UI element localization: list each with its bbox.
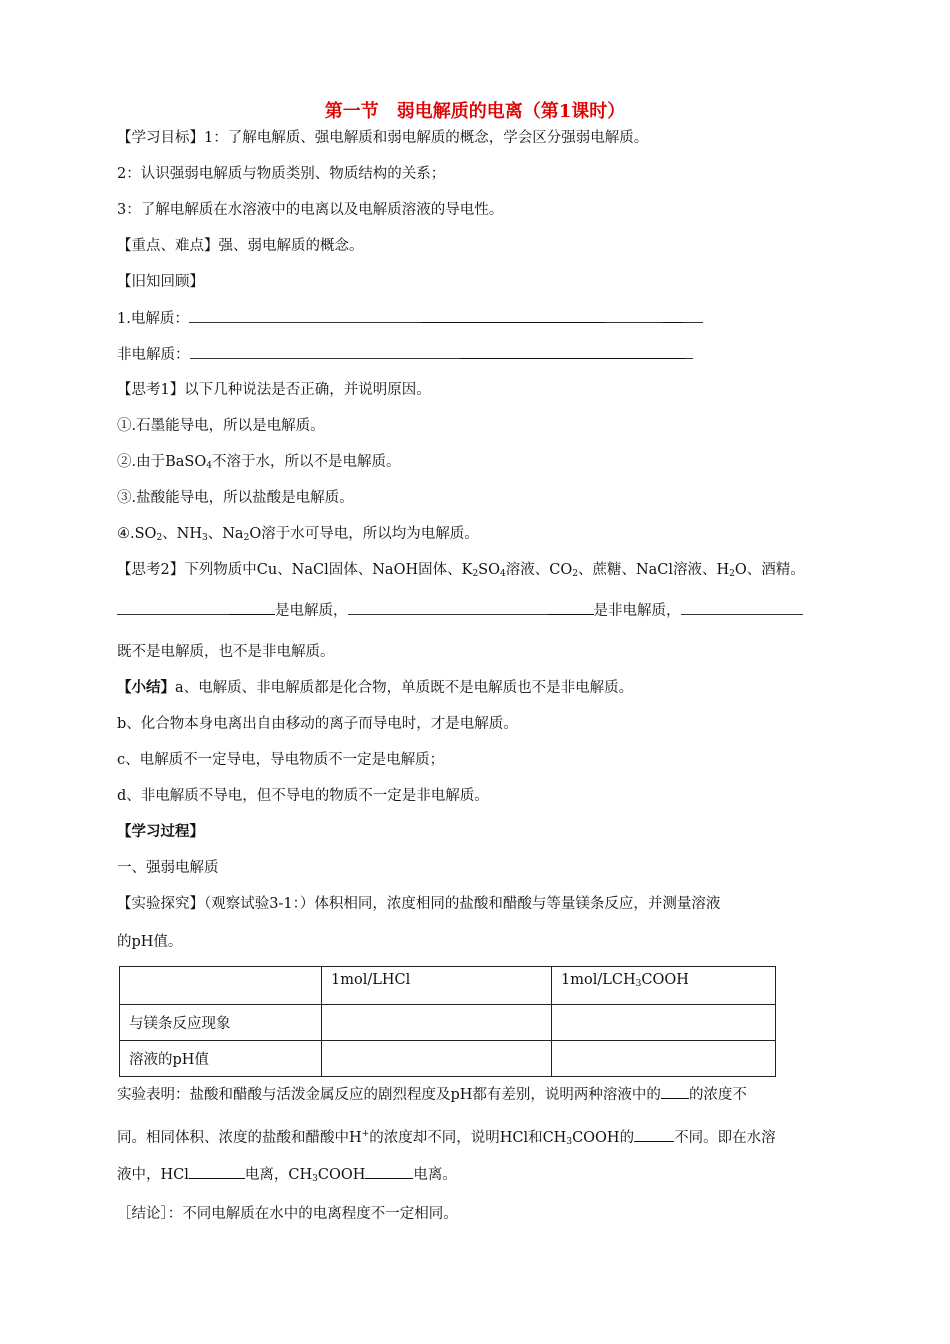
table-cell-input[interactable] bbox=[552, 1041, 776, 1077]
answer-blank[interactable] bbox=[683, 308, 703, 323]
process-heading: 【学习过程】 bbox=[117, 823, 204, 840]
answer-blank[interactable] bbox=[189, 308, 421, 323]
table-cell-input[interactable] bbox=[322, 1041, 552, 1077]
table-cell-input[interactable] bbox=[552, 1005, 776, 1041]
think2-question: 【思考2】下列物质中Cu、NaCl固体、NaOH固体、$K_2SO_4$溶液、$CO_2$、蔗糖、NaCl溶液、$H_2O$、酒精。 bbox=[117, 562, 805, 579]
summary-a: 【小结】a、电解质、非电解质都是化合物，单质既不是电解质也不是非电解质。 bbox=[117, 679, 634, 696]
goal-3: 3：了解电解质在水溶液中的电离以及电解质溶液的导电性。 bbox=[117, 202, 504, 218]
think1-item-3: ③.盐酸能导电，所以盐酸是电解质。 bbox=[117, 490, 354, 506]
think1-question: 【思考1】以下几种说法是否正确，并说明原因。 bbox=[117, 382, 431, 398]
answer-blank[interactable] bbox=[365, 1164, 413, 1179]
result-line-3: 液中，HCl 电离，$CH_3COOH$ 电离。 bbox=[117, 1164, 457, 1189]
experiment-line-2: 的pH值。 bbox=[117, 934, 183, 950]
goal-2: 2：认识强弱电解质与物质类别、物质结构的关系； bbox=[117, 166, 446, 182]
answer-blank[interactable] bbox=[190, 344, 460, 359]
answer-blank[interactable] bbox=[661, 1084, 689, 1099]
review-q2: 非电解质： bbox=[117, 344, 693, 365]
row-label-ph: 溶液的pH值 bbox=[120, 1041, 322, 1077]
summary-b: b、化合物本身电离出自由移动的离子而导电时，才是电解质。 bbox=[117, 716, 518, 732]
answer-blank[interactable] bbox=[681, 600, 803, 615]
experiment-line-1: 【实验探究】（观察试验3-1：）体积相同，浓度相同的盐酸和醋酸与等量镁条反应，并测量溶液 bbox=[117, 896, 721, 912]
table-cell-input[interactable] bbox=[322, 1005, 552, 1041]
summary-c: c、电解质不一定导电，导电物质不一定是电解质； bbox=[117, 752, 445, 768]
answer-blank[interactable] bbox=[229, 600, 275, 615]
think1-item-1: ①.石墨能导电，所以是电解质。 bbox=[117, 418, 325, 434]
result-line-1: 实验表明：盐酸和醋酸与活泼金属反应的剧烈程度及pH都有差别，说明两种溶液中的 的浓度不 bbox=[117, 1084, 747, 1105]
row-label-reaction: 与镁条反应现象 bbox=[120, 1005, 322, 1041]
section-heading: 一、强弱电解质 bbox=[117, 860, 219, 876]
goal-1: 【学习目标】1：了解电解质、强电解质和弱电解质的概念，学会区分强弱电解质。 bbox=[117, 130, 649, 146]
table-cell bbox=[120, 967, 322, 1005]
think2-tail: 既不是电解质，也不是非电解质。 bbox=[117, 644, 335, 660]
conclusion: ［结论］：不同电解质在水中的电离程度不一定相同。 bbox=[117, 1206, 458, 1222]
think1-item-2: ②.由于BaSO$_4$不溶于水，所以不是电解质。 bbox=[117, 454, 401, 471]
result-line-2: 同。相同体积、浓度的盐酸和醋酸中H+的浓度却不同，说明HCl和$CH_3COOH$的 不同。即在水溶 bbox=[117, 1129, 776, 1147]
table-header-ch3cooh: $1mol/LCH_3COOH$ bbox=[552, 967, 776, 1005]
answer-blank[interactable] bbox=[460, 344, 685, 359]
table-header-hcl: 1mol/LHCl bbox=[322, 967, 552, 1005]
table-row bbox=[120, 1005, 776, 1041]
answer-blank[interactable] bbox=[421, 308, 605, 323]
summary-d: d、非电解质不导电，但不导电的物质不一定是非电解质。 bbox=[117, 788, 489, 804]
answer-blank[interactable] bbox=[548, 600, 594, 615]
table-row bbox=[120, 967, 776, 1005]
answer-blank[interactable] bbox=[634, 1127, 674, 1142]
answer-blank[interactable] bbox=[117, 600, 229, 615]
page-title: 第一节 弱电解质的电离（第1课时） bbox=[324, 101, 626, 122]
experiment-table bbox=[119, 966, 776, 1077]
answer-blank[interactable] bbox=[663, 308, 683, 323]
think1-item-4: $④.SO_2$、$NH_3$、$Na_2O$溶于水可导电，所以均为电解质。 bbox=[117, 526, 479, 543]
goals-label: 【学习目标】 bbox=[117, 130, 204, 146]
answer-blank[interactable] bbox=[189, 1164, 245, 1179]
think2-blanks: 是电解质， 是非电解质， bbox=[117, 600, 803, 621]
answer-blank[interactable] bbox=[348, 600, 548, 615]
answer-blank[interactable] bbox=[685, 344, 693, 359]
review-q1: 1.电解质： bbox=[117, 308, 703, 329]
answer-blank[interactable] bbox=[605, 308, 663, 323]
review-label: 【旧知回顾】 bbox=[117, 274, 204, 290]
keypoints: 【重点、难点】强、弱电解质的概念。 bbox=[117, 238, 364, 254]
table-row bbox=[120, 1041, 776, 1077]
